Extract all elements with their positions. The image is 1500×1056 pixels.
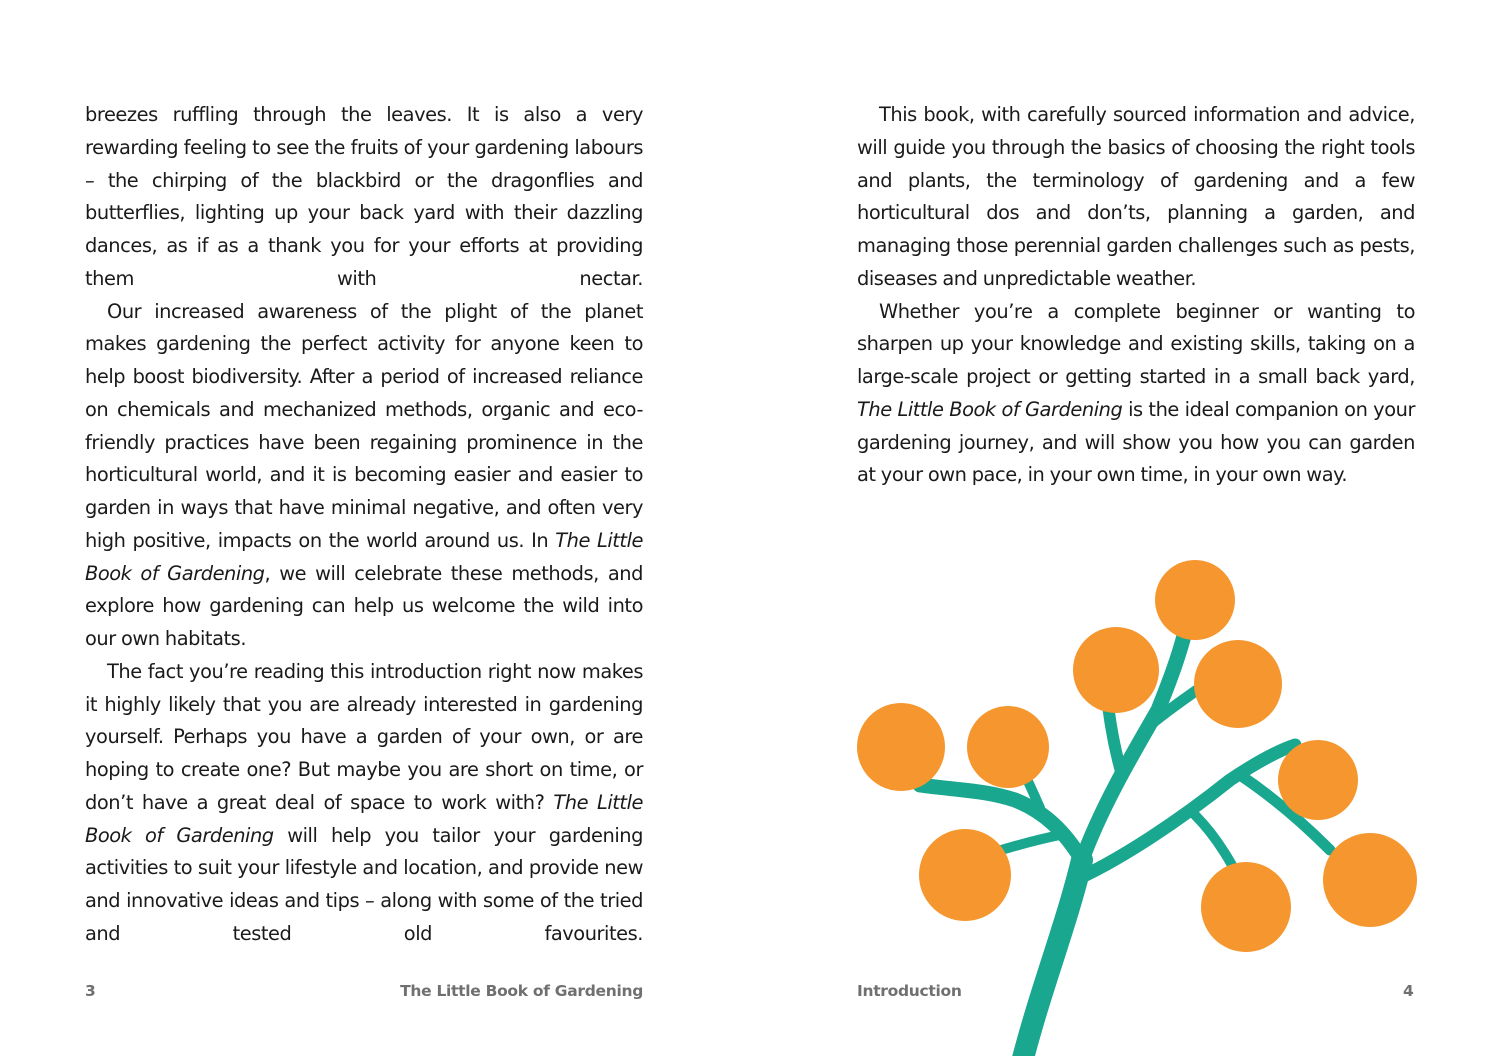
fruit [967,706,1049,788]
paragraph-5-text-end: is the ideal companion on your gardening journey, and will show you how you can garden at your own pace, in your own time, in your own way. [857,397,1415,487]
page-number-left: 3 [85,982,96,1000]
page-number-right: 4 [1403,982,1414,1000]
right-page [750,0,1500,1056]
paragraph-2 [85,296,643,656]
fruit [857,703,945,791]
main-stem [1020,860,1082,1056]
book-title-italic: The Little Book of Gardening [85,528,643,585]
paragraph-1: breezes ruffling through the leaves. It is also a very rewarding feeling to see the fruits of your gardening labours – the chirping of the blackbird or the dragonflies and butterflies, lighting up your back yard with their dazzling dances, as if as a thank you for your efforts at providing them with nectar. [85,103,643,290]
fruit [1073,627,1159,713]
left-body-text [85,99,643,951]
right-body-text [857,99,1415,492]
berry-branch-illustration [850,550,1430,1056]
running-head-section: Introduction [857,982,962,1000]
fruit [1201,862,1291,952]
fruit [1194,640,1282,728]
paragraph-2-text-start: Our increased awareness of the plight of the planet makes gardening the perfect activity for anyone keen to help boost biodiversity. After a period of increased reliance on chemicals and mechanized methods, organic and eco-friendly practices have been regaining prominence in the horticultural world, and it is becoming easier and easier to garden in ways that have minimal negative, and often very high positive, impacts on the world around us. In [85,299,643,552]
fruit [919,829,1011,921]
paragraph-5-text-start: Whether you’re a complete beginner or wanting to sharpen up your knowledge and existing skills, taking on a large-scale project or getting started in a small back yard, [857,299,1415,388]
fruit [1278,740,1358,820]
book-title-italic: The Little Book of Gardening [85,790,643,847]
paragraph-4: This book, with carefully sourced information and advice, will guide you through the basics of choosing the right tools and plants, the terminology of gardening and a few horticultural dos and don’ts, planning a garden, and managing those perennial garden challenges such as pests, diseases and unpredictable weather. [857,103,1415,290]
paragraph-3-text-start: The fact you’re reading this introduction right now makes it highly likely that you are already interested in gardening yourself. Perhaps you have a garden of your own, or are hoping to create one? But maybe you are short on time, or don’t have a great deal of space to work with? [85,659,643,814]
paragraph-2-text-end: , we will celebrate these methods, and explore how gardening can help us welcome the wild into our own habitats. [85,561,643,650]
running-head-book-title: The Little Book of Gardening [400,982,643,1000]
paragraph-3-text-end: will help you tailor your gardening activities to suit your lifestyle and location, and provide new and innovative ideas and tips – along with some of the tried and tested old favourites. [85,823,643,945]
book-title-italic: The Little Book of Gardening [857,397,1123,421]
paragraph-5 [857,296,1415,493]
paragraph-3 [85,656,643,951]
fruit [1155,560,1235,640]
fruit [1323,833,1417,927]
